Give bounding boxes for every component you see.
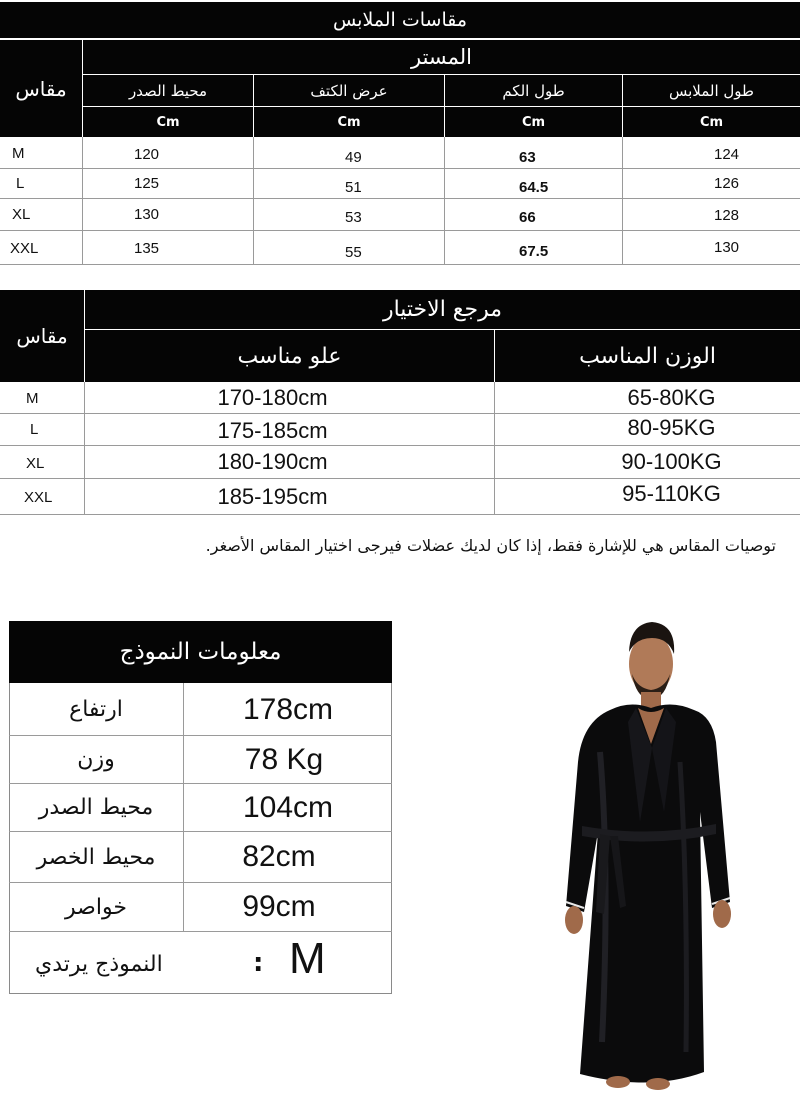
model-info-row [9,736,392,783]
weight-cell: 90-100KG [621,449,722,474]
table-row [0,138,800,168]
table-row [0,446,800,478]
column-header-shoulder: عرض الكتف [310,81,388,100]
height-cell: 180-190cm [217,449,328,474]
sleeve-cell: 63 [519,149,536,166]
model-info-label: محيط الصدر [38,795,154,820]
size-chart-title-bar [0,2,800,38]
table-row [0,414,800,445]
model-wears-size: M [289,934,326,983]
column-header-weight: الوزن المناسب [579,343,716,369]
unit-label: Cm [699,114,724,130]
column-header-length: طول الملابس [668,81,754,100]
length-cell: 128 [714,207,740,224]
sleeve-cell: 64.5 [519,179,549,196]
model-info-value: 82cm [242,840,316,873]
size-cell: XXL [10,240,39,257]
model-info-title: معلومات النموذج [119,639,282,665]
model-wears-colon: : [253,948,264,978]
weight-cell: 80-95KG [627,414,716,440]
model-info-value: 99cm [242,890,316,923]
selection-reference-title: مرجع الاختيار [382,297,503,322]
model-info-value: 78 Kg [244,742,324,776]
chest-cell: 135 [134,240,160,257]
table-row [0,169,800,198]
model-info-header [9,621,392,683]
chest-cell: 125 [134,175,160,192]
weight-cell: 65-80KG [627,384,716,410]
chest-cell: 120 [134,146,160,163]
size-cell: M [12,145,25,162]
size-cell: L [16,175,25,192]
height-cell: 185-195cm [217,483,328,509]
length-cell: 124 [714,146,740,163]
model-info-value: 104cm [242,790,334,824]
size-column-label: مقاس [16,324,68,348]
table-row [0,479,800,514]
size-cell: XL [26,455,45,472]
shoulder-cell: 53 [345,209,362,226]
shoulder-cell: 51 [345,179,362,196]
height-cell: 170-180cm [217,384,328,410]
table-row [0,382,800,413]
model-info-table [9,621,392,994]
table-row [0,199,800,230]
model-info-row [9,784,392,831]
right-hand [713,900,731,928]
shoulder-cell: 55 [345,244,362,261]
size-cell: XL [12,206,31,223]
size-column-label: مقاس [15,76,67,101]
model-info-label: محيط الخصر [36,844,156,870]
size-cell: M [26,390,39,407]
group-header-label: المستر [410,45,473,69]
shoulder-cell: 49 [345,149,362,166]
sleeve-cell: 66 [519,209,536,226]
model-info-row [9,883,392,931]
unit-label: Cm [156,114,180,130]
size-cell: L [30,421,39,438]
model-info-label: ارتفاع [69,697,123,722]
length-cell: 126 [714,175,740,192]
weight-cell: 95-110KG [622,480,721,506]
model-wears-label: النموذج يرتدي [35,952,163,977]
column-header-chest: محيط الصدر [128,81,208,100]
chest-cell: 130 [134,206,160,223]
model-info-label: خواصر [65,894,127,920]
sleeve-cell: 67.5 [519,243,549,260]
size-recommendation-note: توصيات المقاس هي للإشارة فقط، إذا كان لديك عضلات فيرجى اختيار المقاس الأصغر. [205,536,776,555]
size-cell: XXL [24,489,53,506]
model-info-label: وزن [77,747,115,772]
column-header-sleeve: طول الكم [502,81,565,100]
model-info-row [9,684,392,735]
model-wears-row [9,932,392,994]
left-hand [565,906,583,934]
length-cell: 130 [714,239,740,256]
model-robe-illustration [540,612,740,1096]
table-row [0,231,800,264]
unit-label: Cm [337,114,361,130]
size-chart-table [0,0,800,266]
height-cell: 175-185cm [217,417,328,443]
column-header-height: علو مناسب [237,343,342,369]
size-chart-title: مقاسات الملابس [332,9,468,31]
model-info-value: 178cm [242,692,334,726]
selection-reference-table [0,290,800,516]
model-info-row [9,832,392,882]
unit-label: Cm [521,114,546,130]
